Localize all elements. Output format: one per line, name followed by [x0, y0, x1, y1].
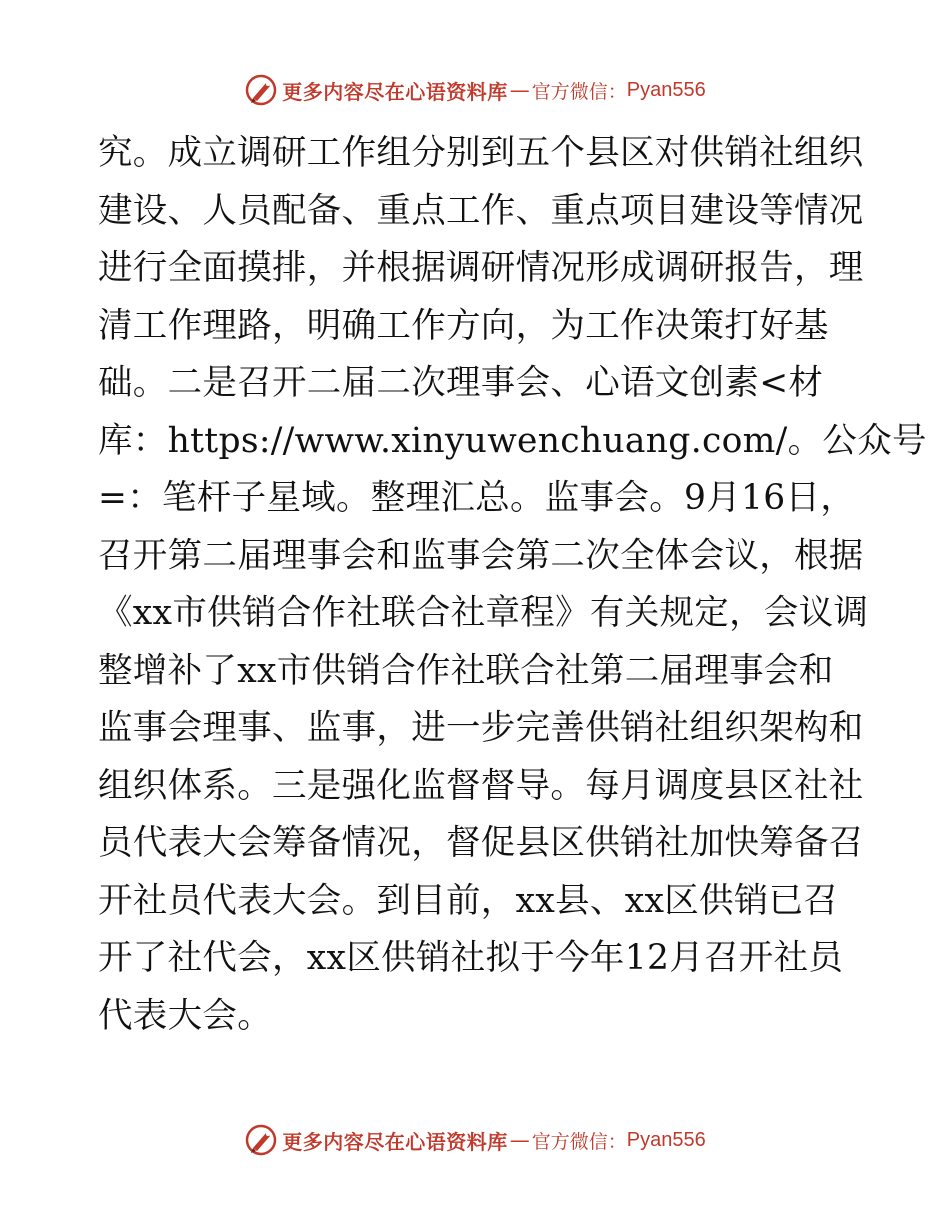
- body-line: 召开第二届理事会和监事会第二次全体会议，根据: [98, 535, 864, 576]
- body-line: =：笔杆子星域。整理汇总。监事会。9月16日，: [98, 478, 856, 518]
- wechat-label: 官方微信：: [531, 80, 627, 103]
- document-body: [98, 125, 927, 1045]
- body-line: 开了社代会，xx区供销社拟于今年12月召开社员: [98, 938, 844, 978]
- banner-dash: —: [509, 1128, 530, 1152]
- banner-slogan: 更多内容尽在心语资料库: [282, 1129, 508, 1154]
- body-line: 进行全面摸排，并根据调研情况形成调研报告，理: [98, 248, 864, 288]
- body-line: 组织体系。三是强化监督督导。每月调度县区社社: [98, 765, 864, 806]
- banner-slogan: 更多内容尽在心语资料库: [282, 79, 508, 104]
- body-line: 库：https://www.xinyuwenchuang.com/。公众号: [98, 420, 927, 461]
- body-line: 代表大会。: [98, 995, 272, 1036]
- wechat-id: Pyan556: [626, 1128, 706, 1151]
- footer-banner: [0, 1120, 950, 1160]
- pen-logo-icon: [244, 73, 278, 107]
- body-line: 员代表大会筹备情况，督促县区供销社加快筹备召: [98, 823, 864, 863]
- body-line: 建设、人员配备、重点工作、重点项目建设等情况: [98, 190, 864, 231]
- body-line: 础。二是召开二届二次理事会、心语文创素<材: [98, 363, 824, 403]
- wechat-id: Pyan556: [626, 78, 706, 101]
- pen-logo-icon: [244, 1123, 278, 1157]
- body-line: 开社员代表大会。到目前，xx县、xx区供销已召: [98, 880, 839, 921]
- wechat-label: 官方微信：: [531, 1130, 627, 1153]
- body-line: 监事会理事、监事，进一步完善供销社组织架构和: [98, 708, 864, 748]
- banner-dash: —: [509, 78, 530, 102]
- header-banner: [0, 70, 950, 110]
- body-line: 整增补了xx市供销合作社联合社第二届理事会和: [98, 650, 834, 691]
- body-line: 《xx市供销合作社联合社章程》有关规定，会议调: [98, 593, 869, 633]
- body-line: 清工作理路，明确工作方向，为工作决策打好基: [98, 305, 829, 346]
- body-line: 究。成立调研工作组分别到五个县区对供销社组织: [98, 133, 864, 173]
